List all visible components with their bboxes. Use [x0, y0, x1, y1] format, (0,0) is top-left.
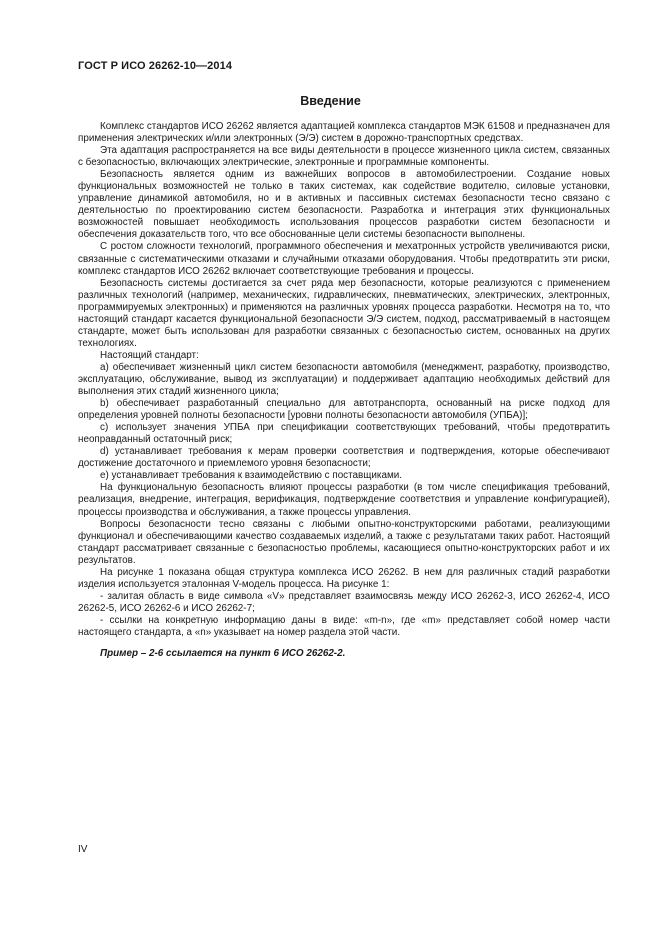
list-item: с) использует значения УПБА при спецификации соответствующих требований, чтобы предотвратить неоправданный остаточный риск;	[78, 422, 610, 446]
paragraph: Настоящий стандарт:	[100, 349, 199, 361]
list-item: d) устанавливает требования к мерам проверки соответствия и подтверждения, которые обеспечивают достижение достаточного и приемлемого уровня безопасности;	[78, 446, 610, 470]
list-item: а) обеспечивает жизненный цикл систем безопасности автомобиля (менеджмент, разработку, производство, эксплуатацию, обслуживание, вывод из эксплуатации) и поддерживает адаптацию необходимых действий для выполнения этих стадий жизненного цикла;	[78, 361, 610, 398]
example-note: Пример – 2-6 ссылается на пункт 6 ИСО 26262-2.	[100, 648, 346, 660]
page-number: IV	[78, 844, 88, 855]
list-item: - залитая область в виде символа «V» представляет взаимосвязь между ИСО 26262-3, ИСО 26262-4, ИСО 26262-5, ИСО 26262-6 и ИСО 26262-7;	[78, 590, 610, 614]
list-item: - ссылки на конкретную информацию даны в виде: «m-n», где «m» представляет собой номер части настоящего стандарта, а «n» указывает на номер раздела этой части.	[78, 614, 610, 638]
paragraph: На рисунке 1 показана общая структура комплекса ИСО 26262. В нем для различных стадий разработки изделия используется эталонная V-модель процесса. На рисунке 1:	[78, 566, 610, 590]
paragraph: Эта адаптация распространяется на все виды деятельности в процессе жизненного цикла систем, связанных с безопасностью, включающих электрические, электронные и программные компоненты.	[78, 145, 610, 169]
document-header: ГОСТ Р ИСО 26262-10—2014	[78, 60, 233, 72]
document-body	[78, 121, 610, 660]
paragraph: Комплекс стандартов ИСО 26262 является адаптацией комплекса стандартов МЭК 61508 и предназначен для применения электрических и/или электронных (Э/Э) систем в дорожно-транспортных средствах.	[78, 121, 610, 145]
section-title: Введение	[300, 94, 361, 108]
paragraph: Безопасность является одним из важнейших вопросов в автомобилестроении. Создание новых функциональных возможностей не только в таких системах, как содействие водителю, силовые установки, управление динамикой автомобиля, но и в активных и пассивных системах безопасности тесно связано с деятельностью по проектированию систем безопасности. Разработка и интеграция этих функциональных возможностей повышает необходимость использования процессов разработки систем безопасности и обеспечения доказательств того, что все обоснованные цели системы безопасности выполнены.	[78, 169, 610, 241]
paragraph: На функциональную безопасность влияют процессы разработки (в том числе спецификация требований, реализация, внедрение, интеграция, верификация, подтверждение соответствия и управление конфигурацией), процессы производства и обслуживания, а также процессы управления.	[78, 482, 610, 518]
paragraph: Безопасность системы достигается за счет ряда мер безопасности, которые реализуются с применением различных технологий (например, механических, гидравлических, пневматических, электрических, электронных, программируемых электронных) и применяются на различных уровнях процесса разработки. Несмотря на то, что настоящий стандарт касается функциональной безопасности Э/Э систем, подход, рассматриваемый в настоящем стандарте, может быть использован для разработки связанных с безопасностью систем, основанных на других технологиях.	[78, 277, 610, 349]
list-item: е) устанавливает требования к взаимодействию с поставщиками.	[100, 470, 402, 482]
paragraph: С ростом сложности технологий, программного обеспечения и мехатронных устройств увеличиваются риски, связанные с систематическими отказами и случайными отказами оборудования. Чтобы предотвратить эти риски, комплекс стандартов ИСО 26262 включает соответствующие требования и процессы.	[78, 241, 610, 277]
paragraph: Вопросы безопасности тесно связаны с любыми опытно-конструкторскими работами, реализующими функционал и обеспечивающими качество создаваемых изделий, а также с результатами таких работ. Настоящий стандарт рассматривает связанные с безопасностью проблемы, касающиеся опытно-конструкторских работ и их результатов.	[78, 518, 610, 566]
list-item: b) обеспечивает разработанный специально для автотранспорта, основанный на риске подход для определения уровней полноты безопасности [уровни полноты безопасности автомобиля (УПБА)];	[78, 398, 610, 422]
